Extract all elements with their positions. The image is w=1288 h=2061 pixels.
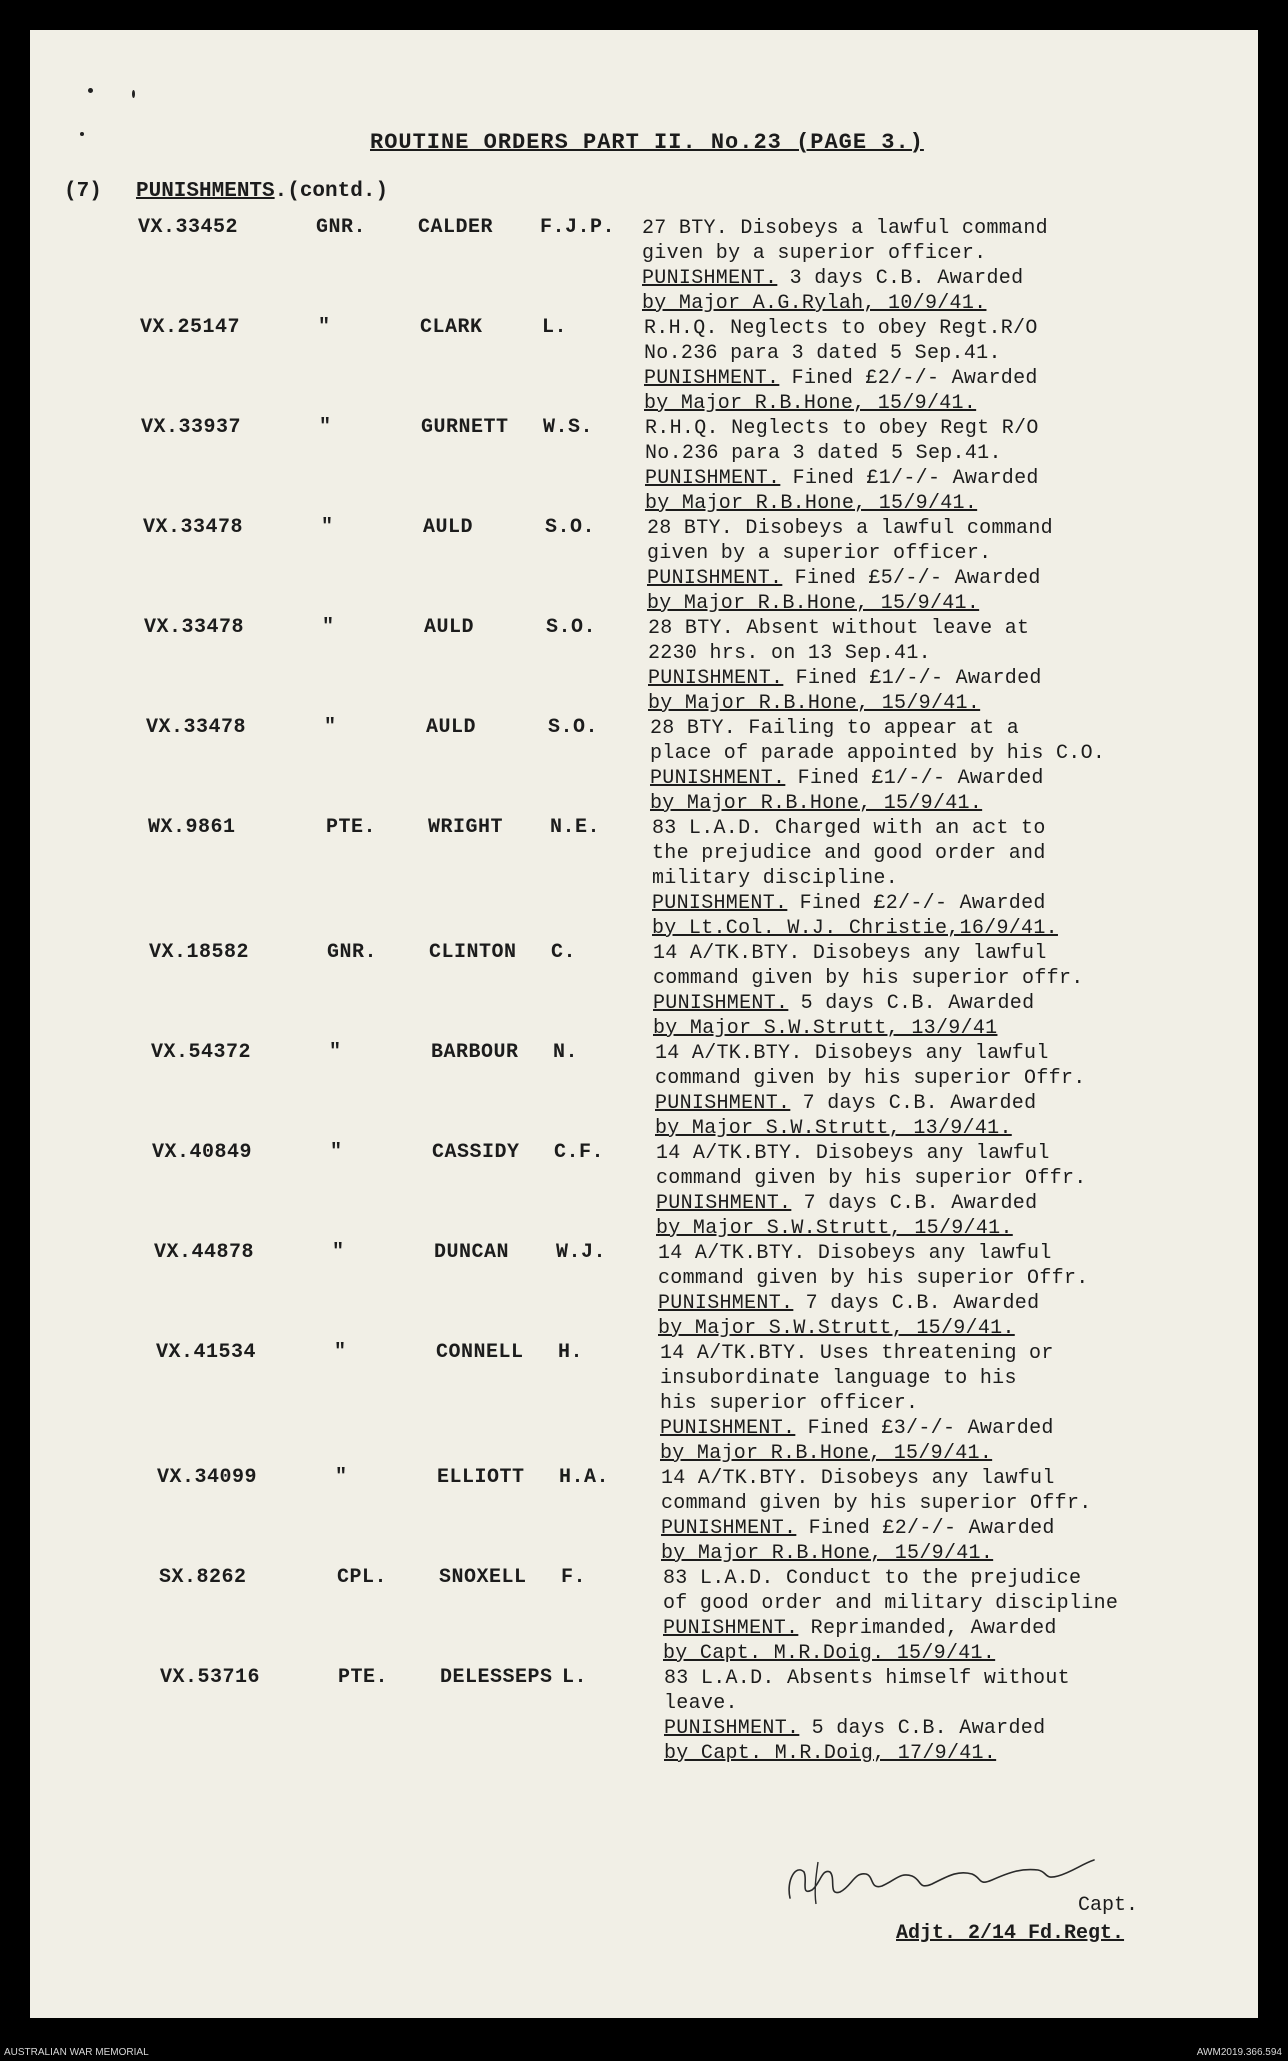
awarded-by-line	[658, 1316, 1248, 1341]
rank: "	[321, 516, 334, 539]
punishment-line	[653, 991, 1243, 1016]
awarded-by: by Major S.W.Strutt, 15/9/41.	[656, 1217, 1013, 1240]
punishment-line	[648, 666, 1238, 691]
offence-line: 14 A/TK.BTY. Disobeys any lawful	[655, 1042, 1049, 1065]
offence-line: R.H.Q. Neglects to obey Regt R/O	[645, 417, 1039, 440]
initials: H.	[558, 1341, 584, 1364]
offence-line: 83 L.A.D. Absents himself without	[664, 1667, 1070, 1690]
punishment-label: PUNISHMENT.	[642, 267, 778, 290]
service-number: VX.18582	[149, 941, 250, 964]
awarded-by: by Major S.W.Strutt, 15/9/41.	[658, 1317, 1015, 1340]
awarded-by: by Capt. M.R.Doig. 15/9/41.	[663, 1642, 996, 1665]
offence-line: command given by his superior Offr.	[658, 1267, 1089, 1290]
offence-details	[653, 941, 1243, 1041]
service-number: VX.40849	[152, 1141, 253, 1164]
punishment-value: 7 days C.B. Awarded	[805, 1292, 1040, 1315]
rank: "	[334, 1341, 347, 1364]
punishment-line	[660, 1416, 1250, 1441]
offence-details	[650, 716, 1240, 816]
punishment-line	[663, 1616, 1253, 1641]
offence-details	[660, 1341, 1250, 1466]
handwritten-signature	[782, 1850, 1112, 1910]
ink-speck	[80, 132, 84, 136]
punishment-line	[645, 466, 1235, 491]
surname: WRIGHT	[428, 816, 504, 839]
offence-details	[645, 416, 1235, 516]
initials: S.O.	[545, 516, 596, 539]
punishment-entry	[51, 1566, 1258, 1666]
punishment-line	[650, 766, 1240, 791]
punishment-entry	[40, 816, 1258, 941]
punishment-value: 5 days C.B. Awarded	[800, 992, 1035, 1015]
surname: AULD	[426, 716, 477, 739]
offence-details	[664, 1666, 1254, 1766]
punishment-line	[658, 1291, 1248, 1316]
punishment-value: 7 days C.B. Awarded	[802, 1092, 1037, 1115]
service-number: VX.33937	[141, 416, 242, 439]
punishment-entry	[48, 1341, 1258, 1466]
punishment-label: PUNISHMENT.	[647, 567, 783, 590]
awarded-by-line	[656, 1216, 1246, 1241]
awarded-by: by Major R.B.Hone, 15/9/41.	[645, 492, 978, 515]
offence-line: 2230 hrs. on 13 Sep.41.	[648, 642, 931, 665]
offence-line: 14 A/TK.BTY. Uses threatening or	[660, 1342, 1054, 1365]
punishment-label: PUNISHMENT.	[644, 367, 780, 390]
offence-line: of good order and military discipline	[663, 1592, 1119, 1615]
rank: "	[318, 316, 331, 339]
punishment-entry	[33, 416, 1258, 516]
service-number: VX.33478	[146, 716, 247, 739]
initials: F.	[561, 1566, 587, 1589]
punishment-line	[661, 1516, 1251, 1541]
offence-line: command given by his superior offr.	[653, 967, 1084, 990]
awarded-by: by Major R.B.Hone, 15/9/41.	[650, 792, 983, 815]
punishment-label: PUNISHMENT.	[664, 1717, 800, 1740]
punishment-label: PUNISHMENT.	[658, 1292, 794, 1315]
surname: CLARK	[420, 316, 483, 339]
punishment-label: PUNISHMENT.	[653, 992, 789, 1015]
rank: "	[329, 1041, 342, 1064]
offence-line: command given by his superior Offr.	[655, 1067, 1086, 1090]
initials: W.J.	[556, 1241, 607, 1264]
punishment-line	[656, 1191, 1246, 1216]
punishment-label: PUNISHMENT.	[650, 767, 786, 790]
awarded-by-line	[660, 1441, 1250, 1466]
awarded-by-line	[648, 691, 1238, 716]
offence-line: 14 A/TK.BTY. Disobeys any lawful	[653, 942, 1047, 965]
initials: N.	[553, 1041, 579, 1064]
punishment-entry	[38, 716, 1258, 816]
document-page	[30, 30, 1258, 2018]
offence-details	[656, 1141, 1246, 1241]
offence-line: the prejudice and good order and	[652, 842, 1046, 865]
punishment-entry	[46, 1241, 1258, 1341]
offence-line: R.H.Q. Neglects to obey Regt.R/O	[644, 317, 1038, 340]
awarded-by-line	[642, 291, 1232, 316]
punishment-value: Fined £2/-/- Awarded	[799, 892, 1046, 915]
punishment-value: 5 days C.B. Awarded	[811, 1717, 1046, 1740]
punishment-value: Reprimanded, Awarded	[810, 1617, 1057, 1640]
punishment-value: 7 days C.B. Awarded	[803, 1192, 1038, 1215]
section-title: PUNISHMENTS	[136, 180, 275, 203]
punishment-value: Fined £1/-/- Awarded	[797, 767, 1044, 790]
surname: ELLIOTT	[437, 1466, 525, 1489]
rank: CPL.	[337, 1566, 388, 1589]
offence-line: 83 L.A.D. Charged with an act to	[652, 817, 1046, 840]
service-number: VX.41534	[156, 1341, 257, 1364]
offence-details	[652, 816, 1242, 941]
offence-line: 14 A/TK.BTY. Disobeys any lawful	[656, 1142, 1050, 1165]
punishment-entry	[32, 316, 1258, 416]
punishment-label: PUNISHMENT.	[648, 667, 784, 690]
punishment-line	[652, 891, 1242, 916]
surname: CASSIDY	[432, 1141, 520, 1164]
punishment-value: Fined £3/-/- Awarded	[807, 1417, 1054, 1440]
offence-line: 14 A/TK.BTY. Disobeys any lawful	[661, 1467, 1055, 1490]
surname: AULD	[423, 516, 474, 539]
awarded-by: by Major R.B.Hone, 15/9/41.	[660, 1442, 993, 1465]
section-suffix: .(contd.)	[274, 180, 389, 203]
footer-accession-number: AWM2019.366.594	[1196, 2047, 1282, 2058]
offence-details	[655, 1041, 1245, 1141]
offence-line: given by a superior officer.	[642, 242, 987, 265]
rank: GNR.	[316, 216, 367, 239]
offence-details	[663, 1566, 1253, 1666]
footer-institution: AUSTRALIAN WAR MEMORIAL	[4, 2047, 149, 2058]
rank: GNR.	[327, 941, 378, 964]
service-number: WX.9861	[148, 816, 236, 839]
punishment-entry	[52, 1666, 1258, 1766]
initials: L.	[562, 1666, 588, 1689]
punishment-label: PUNISHMENT.	[660, 1417, 796, 1440]
awarded-by-line	[652, 916, 1242, 941]
awarded-by: by Major R.B.Hone, 15/9/41.	[648, 692, 981, 715]
initials: C.	[551, 941, 577, 964]
punishment-label: PUNISHMENT.	[645, 467, 781, 490]
punishment-label: PUNISHMENT.	[656, 1192, 792, 1215]
awarded-by-line	[664, 1741, 1254, 1766]
surname: SNOXELL	[439, 1566, 527, 1589]
offence-line: 14 A/TK.BTY. Disobeys any lawful	[658, 1242, 1052, 1265]
awarded-by: by Major A.G.Rylah, 10/9/41.	[642, 292, 987, 315]
awarded-by-line	[647, 591, 1237, 616]
offence-line: military discipline.	[652, 867, 899, 890]
initials: C.F.	[554, 1141, 605, 1164]
offence-line: given by a superior officer.	[647, 542, 992, 565]
awarded-by-line	[653, 1016, 1243, 1041]
punishments-list	[30, 216, 1258, 1766]
punishment-entry	[44, 1141, 1258, 1241]
service-number: VX.34099	[157, 1466, 258, 1489]
rank: "	[324, 716, 337, 739]
punishment-line	[644, 366, 1234, 391]
initials: W.S.	[543, 416, 594, 439]
punishment-value: 3 days C.B. Awarded	[789, 267, 1024, 290]
initials: S.O.	[548, 716, 599, 739]
offence-details	[658, 1241, 1248, 1341]
initials: S.O.	[546, 616, 597, 639]
offence-line: 28 BTY. Failing to appear at a	[650, 717, 1020, 740]
ink-speck	[132, 90, 135, 98]
offence-line: command given by his superior Offr.	[656, 1167, 1087, 1190]
awarded-by-line	[644, 391, 1234, 416]
awarded-by: by Lt.Col. W.J. Christie,16/9/41.	[652, 917, 1058, 940]
awarded-by-line	[655, 1116, 1245, 1141]
signature-rank: Capt.	[1078, 1894, 1139, 1917]
offence-line: insubordinate language to his	[660, 1367, 1017, 1390]
punishment-entry	[36, 616, 1258, 716]
offence-line: leave.	[664, 1692, 738, 1715]
awarded-by: by Major S.W.Strutt, 13/9/41.	[655, 1117, 1012, 1140]
service-number: VX.33478	[144, 616, 245, 639]
initials: N.E.	[550, 816, 601, 839]
punishment-line	[647, 566, 1237, 591]
surname: CONNELL	[436, 1341, 524, 1364]
rank: "	[322, 616, 335, 639]
rank: PTE.	[338, 1666, 389, 1689]
offence-details	[642, 216, 1232, 316]
punishment-value: Fined £5/-/- Awarded	[794, 567, 1041, 590]
surname: GURNETT	[421, 416, 509, 439]
document-title: ROUTINE ORDERS PART II. No.23 (PAGE 3.)	[370, 130, 924, 155]
awarded-by: by Major R.B.Hone, 15/9/41.	[644, 392, 977, 415]
awarded-by-line	[661, 1541, 1251, 1566]
punishment-entry	[35, 516, 1258, 616]
offence-details	[648, 616, 1238, 716]
surname: DELESSEPS	[440, 1666, 553, 1689]
punishment-label: PUNISHMENT.	[655, 1092, 791, 1115]
service-number: VX.25147	[140, 316, 241, 339]
offence-line: place of parade appointed by his C.O.	[650, 742, 1106, 765]
offence-details	[644, 316, 1234, 416]
surname: BARBOUR	[431, 1041, 519, 1064]
section-heading	[136, 180, 388, 203]
offence-details	[661, 1466, 1251, 1566]
rank: "	[335, 1466, 348, 1489]
offence-line: No.236 para 3 dated 5 Sep.41.	[645, 442, 1002, 465]
offence-line: No.236 para 3 dated 5 Sep.41.	[644, 342, 1001, 365]
punishment-line	[642, 266, 1232, 291]
punishment-line	[655, 1091, 1245, 1116]
awarded-by: by Major S.W.Strutt, 13/9/41	[653, 1017, 998, 1040]
ink-speck	[88, 88, 93, 93]
punishment-entry	[41, 941, 1258, 1041]
service-number: VX.33478	[143, 516, 244, 539]
service-number: VX.44878	[154, 1241, 255, 1264]
punishment-value: Fined £2/-/- Awarded	[808, 1517, 1055, 1540]
punishment-entry	[30, 216, 1258, 316]
offence-line: command given by his superior Offr.	[661, 1492, 1092, 1515]
service-number: SX.8262	[159, 1566, 247, 1589]
awarded-by: by Major R.B.Hone, 15/9/41.	[647, 592, 980, 615]
initials: F.J.P.	[540, 216, 616, 239]
service-number: VX.33452	[138, 216, 239, 239]
rank: "	[319, 416, 332, 439]
service-number: VX.54372	[151, 1041, 252, 1064]
punishment-entry	[43, 1041, 1258, 1141]
surname: CLINTON	[429, 941, 517, 964]
surname: DUNCAN	[434, 1241, 510, 1264]
rank: PTE.	[326, 816, 377, 839]
awarded-by: by Capt. M.R.Doig, 17/9/41.	[664, 1742, 997, 1765]
service-number: VX.53716	[160, 1666, 261, 1689]
offence-line: his superior officer.	[660, 1392, 919, 1415]
offence-line: 28 BTY. Absent without leave at	[648, 617, 1030, 640]
awarded-by-line	[645, 491, 1235, 516]
punishment-value: Fined £2/-/- Awarded	[791, 367, 1038, 390]
rank: "	[330, 1141, 343, 1164]
offence-line: 83 L.A.D. Conduct to the prejudice	[663, 1567, 1082, 1590]
punishment-label: PUNISHMENT.	[661, 1517, 797, 1540]
offence-line: 28 BTY. Disobeys a lawful command	[647, 517, 1053, 540]
punishment-label: PUNISHMENT.	[663, 1617, 799, 1640]
punishment-label: PUNISHMENT.	[652, 892, 788, 915]
signature-appointment: Adjt. 2/14 Fd.Regt.	[896, 1922, 1125, 1945]
offence-details	[647, 516, 1237, 616]
awarded-by-line	[663, 1641, 1253, 1666]
awarded-by: by Major R.B.Hone, 15/9/41.	[661, 1542, 994, 1565]
rank: "	[332, 1241, 345, 1264]
initials: H.A.	[559, 1466, 610, 1489]
punishment-value: Fined £1/-/- Awarded	[795, 667, 1042, 690]
offence-line: 27 BTY. Disobeys a lawful command	[642, 217, 1048, 240]
awarded-by-line	[650, 791, 1240, 816]
initials: L.	[542, 316, 568, 339]
punishment-line	[664, 1716, 1254, 1741]
punishment-entry	[49, 1466, 1258, 1566]
surname: AULD	[424, 616, 475, 639]
surname: CALDER	[418, 216, 494, 239]
punishment-value: Fined £1/-/- Awarded	[792, 467, 1039, 490]
section-number: (7)	[64, 180, 102, 203]
